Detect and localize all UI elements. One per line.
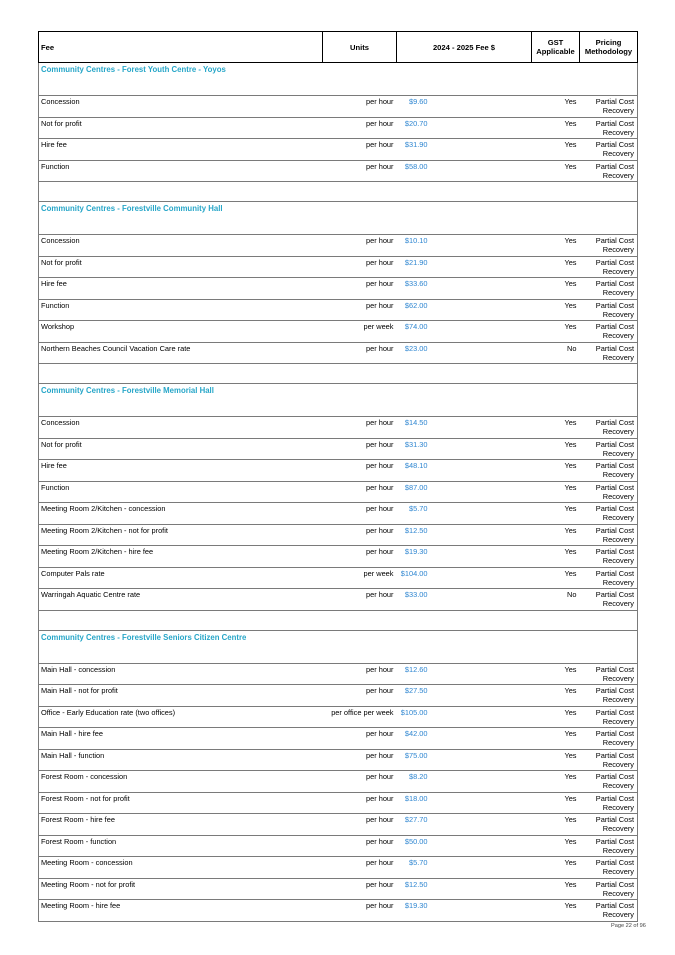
header-gst: GST Applicable xyxy=(532,32,580,63)
fee-name: Not for profit xyxy=(39,438,323,460)
fee-amount: $21.90 xyxy=(404,257,428,267)
fee-name: Not for profit xyxy=(39,256,323,278)
pricing-methodology: Partial Cost Recovery xyxy=(580,299,638,321)
fee-amount-cell xyxy=(397,256,532,278)
fee-amount: $27.70 xyxy=(404,815,428,824)
gst-applicable: Yes xyxy=(532,814,580,836)
gst-applicable: Yes xyxy=(532,524,580,546)
gst-applicable: Yes xyxy=(532,857,580,879)
fee-amount-cell xyxy=(397,235,532,257)
fee-amount: $33.00 xyxy=(404,590,428,599)
pricing-methodology: Partial Cost Recovery xyxy=(580,438,638,460)
fee-amount-cell xyxy=(397,663,532,685)
gst-applicable: Yes xyxy=(532,256,580,278)
pricing-methodology: Partial Cost Recovery xyxy=(580,96,638,118)
table-row xyxy=(39,814,638,836)
fee-amount: $31.90 xyxy=(404,140,428,149)
fee-name: Forest Room - hire fee xyxy=(39,814,323,836)
fee-units: per hour xyxy=(323,438,397,460)
table-row xyxy=(39,685,638,707)
gst-applicable: Yes xyxy=(532,481,580,503)
gst-applicable: Yes xyxy=(532,546,580,568)
fee-name: Office - Early Education rate (two offices) xyxy=(39,706,323,728)
fee-amount: $75.00 xyxy=(404,750,428,760)
fees-document xyxy=(38,31,637,922)
fee-units: per hour xyxy=(323,139,397,161)
fee-amount: $48.10 xyxy=(404,461,428,470)
fee-units: per hour xyxy=(323,256,397,278)
pricing-methodology: Partial Cost Recovery xyxy=(580,567,638,589)
fee-name: Meeting Room - concession xyxy=(39,857,323,879)
table-row xyxy=(39,139,638,161)
header-fee: Fee xyxy=(39,32,323,63)
fee-amount: $87.00 xyxy=(404,482,428,492)
table-row xyxy=(39,321,638,343)
section-row xyxy=(39,202,638,235)
fee-units: per hour xyxy=(323,900,397,922)
gst-applicable: Yes xyxy=(532,792,580,814)
fee-name: Meeting Room - not for profit xyxy=(39,878,323,900)
spacer-cell xyxy=(39,364,638,384)
table-row xyxy=(39,460,638,482)
fee-name: Forest Room - function xyxy=(39,835,323,857)
fee-amount: $8.20 xyxy=(409,772,428,781)
gst-applicable: Yes xyxy=(532,139,580,161)
table-row xyxy=(39,481,638,503)
pricing-methodology: Partial Cost Recovery xyxy=(580,503,638,525)
table-row xyxy=(39,706,638,728)
gst-applicable: Yes xyxy=(532,663,580,685)
fee-amount-cell xyxy=(397,857,532,879)
fee-name: Meeting Room 2/Kitchen - hire fee xyxy=(39,546,323,568)
fee-amount-cell xyxy=(397,438,532,460)
table-row xyxy=(39,235,638,257)
gst-applicable: Yes xyxy=(532,160,580,182)
section-title: Community Centres - Forestville Memorial Hall xyxy=(39,384,638,417)
fee-amount: $23.00 xyxy=(404,343,428,353)
fee-amount: $105.00 xyxy=(400,707,428,717)
table-row xyxy=(39,438,638,460)
fee-amount-cell xyxy=(397,878,532,900)
fees-table xyxy=(38,31,638,922)
fee-amount: $31.30 xyxy=(404,439,428,449)
fee-amount: $33.60 xyxy=(404,279,428,288)
fee-amount: $10.10 xyxy=(404,236,428,245)
pricing-methodology: Partial Cost Recovery xyxy=(580,524,638,546)
gst-applicable: Yes xyxy=(532,235,580,257)
fee-amount: $19.30 xyxy=(404,901,428,910)
fee-name: Function xyxy=(39,299,323,321)
fee-units: per week xyxy=(323,567,397,589)
fee-amount-cell xyxy=(397,567,532,589)
fee-amount-cell xyxy=(397,706,532,728)
pricing-methodology: Partial Cost Recovery xyxy=(580,160,638,182)
table-row xyxy=(39,256,638,278)
fee-name: Forest Room - not for profit xyxy=(39,792,323,814)
fee-name: Hire fee xyxy=(39,139,323,161)
section-spacer xyxy=(39,182,638,202)
fee-name: Main Hall - concession xyxy=(39,663,323,685)
fee-amount-cell xyxy=(397,417,532,439)
table-row xyxy=(39,117,638,139)
fee-name: Meeting Room 2/Kitchen - concession xyxy=(39,503,323,525)
gst-applicable: Yes xyxy=(532,749,580,771)
fee-units: per hour xyxy=(323,728,397,750)
fee-units: per hour xyxy=(323,546,397,568)
table-row xyxy=(39,663,638,685)
section-title: Community Centres - Forestville Seniors Citizen Centre xyxy=(39,630,638,663)
fee-amount-cell xyxy=(397,814,532,836)
fee-name: Main Hall - function xyxy=(39,749,323,771)
fee-amount: $58.00 xyxy=(404,161,428,171)
fee-amount-cell xyxy=(397,900,532,922)
pricing-methodology: Partial Cost Recovery xyxy=(580,235,638,257)
fee-units: per hour xyxy=(323,96,397,118)
fee-units: per hour xyxy=(323,160,397,182)
fee-amount: $104.00 xyxy=(400,568,428,578)
fee-name: Main Hall - not for profit xyxy=(39,685,323,707)
fee-name: Hire fee xyxy=(39,278,323,300)
fee-units: per hour xyxy=(323,835,397,857)
fee-units: per hour xyxy=(323,278,397,300)
fee-name: Workshop xyxy=(39,321,323,343)
fee-units: per hour xyxy=(323,235,397,257)
pricing-methodology: Partial Cost Recovery xyxy=(580,139,638,161)
fee-amount: $12.50 xyxy=(404,525,428,535)
gst-applicable: Yes xyxy=(532,96,580,118)
fee-units: per hour xyxy=(323,685,397,707)
gst-applicable: Yes xyxy=(532,417,580,439)
fee-amount: $50.00 xyxy=(404,836,428,846)
fee-name: Concession xyxy=(39,96,323,118)
fee-amount-cell xyxy=(397,728,532,750)
fee-units: per hour xyxy=(323,878,397,900)
fee-name: Northern Beaches Council Vacation Care rate xyxy=(39,342,323,364)
pricing-methodology: Partial Cost Recovery xyxy=(580,256,638,278)
fee-units: per hour xyxy=(323,299,397,321)
fee-name: Function xyxy=(39,481,323,503)
fee-amount: $42.00 xyxy=(404,729,428,738)
pricing-methodology: Partial Cost Recovery xyxy=(580,878,638,900)
fee-name: Warringah Aquatic Centre rate xyxy=(39,589,323,611)
pricing-methodology: Partial Cost Recovery xyxy=(580,900,638,922)
fee-amount-cell xyxy=(397,139,532,161)
fee-amount: $20.70 xyxy=(404,118,428,128)
fee-units: per hour xyxy=(323,749,397,771)
fee-units: per hour xyxy=(323,663,397,685)
gst-applicable: No xyxy=(532,589,580,611)
fee-amount-cell xyxy=(397,524,532,546)
fee-amount-cell xyxy=(397,503,532,525)
gst-applicable: Yes xyxy=(532,117,580,139)
fee-units: per hour xyxy=(323,481,397,503)
gst-applicable: Yes xyxy=(532,685,580,707)
page-number: Page 22 of 96 xyxy=(611,923,646,929)
fee-amount-cell xyxy=(397,792,532,814)
table-row xyxy=(39,835,638,857)
gst-applicable: Yes xyxy=(532,706,580,728)
fee-units: per week xyxy=(323,321,397,343)
table-row xyxy=(39,728,638,750)
fee-amount-cell xyxy=(397,771,532,793)
table-row xyxy=(39,900,638,922)
fee-units: per hour xyxy=(323,460,397,482)
fee-name: Meeting Room 2/Kitchen - not for profit xyxy=(39,524,323,546)
pricing-methodology: Partial Cost Recovery xyxy=(580,546,638,568)
gst-applicable: Yes xyxy=(532,567,580,589)
pricing-methodology: Partial Cost Recovery xyxy=(580,728,638,750)
table-row xyxy=(39,160,638,182)
gst-applicable: Yes xyxy=(532,771,580,793)
fee-amount: $62.00 xyxy=(404,300,428,310)
gst-applicable: Yes xyxy=(532,278,580,300)
fee-name: Concession xyxy=(39,417,323,439)
fee-amount: $12.50 xyxy=(404,879,428,889)
fee-units: per hour xyxy=(323,524,397,546)
fee-amount-cell xyxy=(397,96,532,118)
section-spacer xyxy=(39,364,638,384)
fee-amount: $5.70 xyxy=(409,504,428,513)
pricing-methodology: Partial Cost Recovery xyxy=(580,342,638,364)
table-row xyxy=(39,792,638,814)
fee-amount-cell xyxy=(397,589,532,611)
pricing-methodology: Partial Cost Recovery xyxy=(580,706,638,728)
gst-applicable: Yes xyxy=(532,503,580,525)
section-row xyxy=(39,630,638,663)
pricing-methodology: Partial Cost Recovery xyxy=(580,117,638,139)
fee-units: per hour xyxy=(323,342,397,364)
pricing-methodology: Partial Cost Recovery xyxy=(580,771,638,793)
fee-name: Forest Room - concession xyxy=(39,771,323,793)
gst-applicable: Yes xyxy=(532,900,580,922)
table-row xyxy=(39,524,638,546)
fee-amount-cell xyxy=(397,117,532,139)
fee-name: Function xyxy=(39,160,323,182)
section-title: Community Centres - Forest Youth Centre - Yoyos xyxy=(39,63,638,96)
pricing-methodology: Partial Cost Recovery xyxy=(580,278,638,300)
spacer-cell xyxy=(39,182,638,202)
gst-applicable: Yes xyxy=(532,878,580,900)
fee-amount: $12.60 xyxy=(404,664,428,674)
table-row xyxy=(39,589,638,611)
table-body xyxy=(39,63,638,922)
header-amount: 2024 - 2025 Fee $ xyxy=(397,32,532,63)
fee-amount-cell xyxy=(397,481,532,503)
fee-name: Hire fee xyxy=(39,460,323,482)
gst-applicable: No xyxy=(532,342,580,364)
fee-amount-cell xyxy=(397,299,532,321)
table-row xyxy=(39,546,638,568)
pricing-methodology: Partial Cost Recovery xyxy=(580,685,638,707)
fee-amount: $19.30 xyxy=(404,547,428,556)
gst-applicable: Yes xyxy=(532,299,580,321)
fee-units: per hour xyxy=(323,771,397,793)
fee-amount: $14.50 xyxy=(404,418,428,427)
fee-units: per hour xyxy=(323,417,397,439)
table-row xyxy=(39,278,638,300)
pricing-methodology: Partial Cost Recovery xyxy=(580,321,638,343)
fee-amount-cell xyxy=(397,685,532,707)
fee-amount-cell xyxy=(397,160,532,182)
fee-units: per hour xyxy=(323,857,397,879)
gst-applicable: Yes xyxy=(532,728,580,750)
pricing-methodology: Partial Cost Recovery xyxy=(580,814,638,836)
gst-applicable: Yes xyxy=(532,321,580,343)
table-row xyxy=(39,771,638,793)
table-row xyxy=(39,342,638,364)
fee-units: per hour xyxy=(323,792,397,814)
fee-amount: $18.00 xyxy=(404,793,428,803)
fee-amount-cell xyxy=(397,342,532,364)
pricing-methodology: Partial Cost Recovery xyxy=(580,481,638,503)
fee-amount-cell xyxy=(397,278,532,300)
header-pricing: Pricing Methodology xyxy=(580,32,638,63)
table-row xyxy=(39,749,638,771)
fee-name: Meeting Room - hire fee xyxy=(39,900,323,922)
fee-name: Main Hall - hire fee xyxy=(39,728,323,750)
fee-units: per office per week xyxy=(323,706,397,728)
fee-amount-cell xyxy=(397,835,532,857)
pricing-methodology: Partial Cost Recovery xyxy=(580,835,638,857)
table-row xyxy=(39,417,638,439)
pricing-methodology: Partial Cost Recovery xyxy=(580,749,638,771)
table-row xyxy=(39,299,638,321)
gst-applicable: Yes xyxy=(532,460,580,482)
pricing-methodology: Partial Cost Recovery xyxy=(580,663,638,685)
table-row xyxy=(39,878,638,900)
fee-units: per hour xyxy=(323,589,397,611)
fee-name: Computer Pals rate xyxy=(39,567,323,589)
table-header xyxy=(39,32,638,63)
section-row xyxy=(39,384,638,417)
spacer-cell xyxy=(39,610,638,630)
fee-amount: $9.60 xyxy=(409,97,428,106)
table-row xyxy=(39,567,638,589)
fee-units: per hour xyxy=(323,503,397,525)
fee-amount: $5.70 xyxy=(409,858,428,867)
table-row xyxy=(39,96,638,118)
pricing-methodology: Partial Cost Recovery xyxy=(580,460,638,482)
fee-amount: $27.50 xyxy=(404,686,428,695)
gst-applicable: Yes xyxy=(532,438,580,460)
fee-name: Not for profit xyxy=(39,117,323,139)
fee-amount-cell xyxy=(397,749,532,771)
fee-name: Concession xyxy=(39,235,323,257)
fee-amount-cell xyxy=(397,546,532,568)
table-row xyxy=(39,503,638,525)
fee-amount-cell xyxy=(397,460,532,482)
section-row xyxy=(39,63,638,96)
fee-amount: $74.00 xyxy=(404,322,428,331)
gst-applicable: Yes xyxy=(532,835,580,857)
pricing-methodology: Partial Cost Recovery xyxy=(580,857,638,879)
pricing-methodology: Partial Cost Recovery xyxy=(580,589,638,611)
fee-units: per hour xyxy=(323,117,397,139)
table-row xyxy=(39,857,638,879)
pricing-methodology: Partial Cost Recovery xyxy=(580,792,638,814)
section-spacer xyxy=(39,610,638,630)
fee-units: per hour xyxy=(323,814,397,836)
header-units: Units xyxy=(323,32,397,63)
fee-amount-cell xyxy=(397,321,532,343)
pricing-methodology: Partial Cost Recovery xyxy=(580,417,638,439)
section-title: Community Centres - Forestville Community Hall xyxy=(39,202,638,235)
